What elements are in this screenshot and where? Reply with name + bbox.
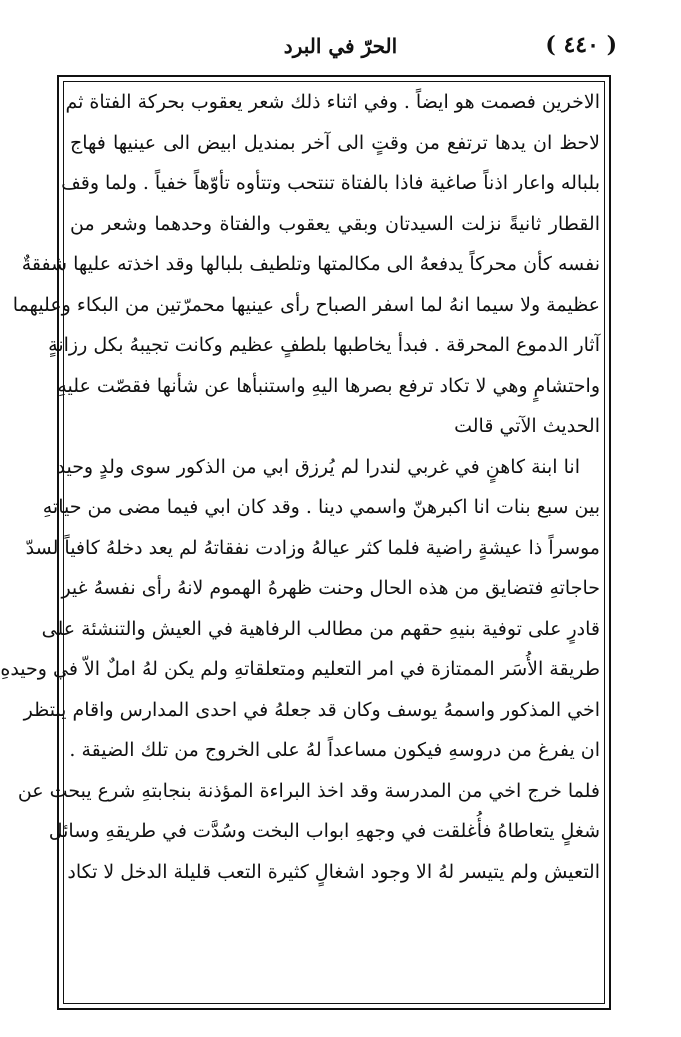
page-header — [60, 30, 621, 66]
text-line: القطار ثانيةً نزلت السيدتان وبقي يعقوب والفتاة وحدهما وشعر من — [70, 212, 600, 235]
text-line: آثار الدموع المحرقة . فبدأ يخاطبها بلطفٍ عظيم وكانت تجيبهُ بكل رزانةٍ — [48, 334, 600, 356]
text-line: الاخرين فصمت هو ايضاً . وفي اثناء ذلك شعر يعقوب بحركة الفتاة ثم — [65, 91, 600, 113]
text-line: طريقة الأُسَر الممتازة في امر التعليم ومتعلقاتهِ ولم يكن لهُ املٌ الاّ في وحيدهِ — [0, 658, 600, 680]
text-line: نفسه كأن محركاً يدفعهُ الى مكالمتها وتلطيف بلبالها وقد اخذته عليها شفقةٌ — [21, 253, 600, 275]
text-body — [0, 82, 600, 892]
text-line: عظيمة ولا سيما انهُ لما اسفر الصباح رأى عينيها محمرّتين من البكاء وعليهما — [12, 293, 600, 316]
text-line: ان يفرغ من دروسهِ فيكون مساعداً لهُ على الخروج من تلك الضيقة . — [69, 739, 600, 761]
text-line: حاجاتهِ فتضايق من هذه الحال وحنت ظهرهُ الهموم لانهُ رأى نفسهُ غير — [61, 577, 600, 599]
text-line: التعيش ولم يتيسر لهُ الا وجود اشغالٍ كثيرة التعب قليلة الدخل لا تكاد — [67, 860, 600, 883]
page-number: ( ٤٤٠ ) — [545, 32, 617, 58]
text-line: اخي المذكور واسمهُ يوسف وكان قد جعلهُ في احدى المدارس واقام ينتظر — [23, 698, 600, 721]
text-line: بين سبع بنات انا اكبرهنّ واسمي دينا . وقد كان ابي فيما مضى من حياتهِ — [42, 496, 600, 518]
text-line: قادرٍ على توفية بنيهِ حقهم من مطالب الرفاهية في العيش والتنشئة على — [41, 617, 600, 640]
text-line: لاحظ ان يدها ترتفع من وقتٍ الى آخر بمنديل ابيض الى عينيها فهاج — [70, 131, 600, 154]
running-title: الحرّ في البرد — [283, 34, 398, 58]
text-line: فلما خرج اخي من المدرسة وقد اخذ البراءة المؤذنة بنجابتهِ شرع يبحث عن — [17, 779, 600, 802]
text-line: واحتشامٍ وهي لا تكاد ترفع بصرها اليهِ واستنبأها عن شأنها فقصّت عليهِ — [57, 374, 600, 397]
text-line: شغلٍ يتعاطاهُ فأُغلقت في وجههِ ابواب البخت وسُدَّت في طريقهِ وسائل — [48, 820, 600, 842]
text-line: انا ابنة كاهنٍ في غربي لندرا لم يُرزق ابي من الذكور سوى ولدٍ وحيد — [56, 455, 580, 478]
text-line: بلباله واعار اذناً صاغية فاذا بالفتاة تنتحب وتتأوه تأوّهاً خفياً . ولما وقف — [61, 172, 600, 194]
text-line: الحديث الآتي قالت — [454, 415, 600, 437]
text-line: موسراً ذا عيشةٍ راضية فلما كثر عيالهُ وزادت نفقاتهُ لم يعد دخلهُ كافياً لسدّ — [25, 536, 600, 559]
